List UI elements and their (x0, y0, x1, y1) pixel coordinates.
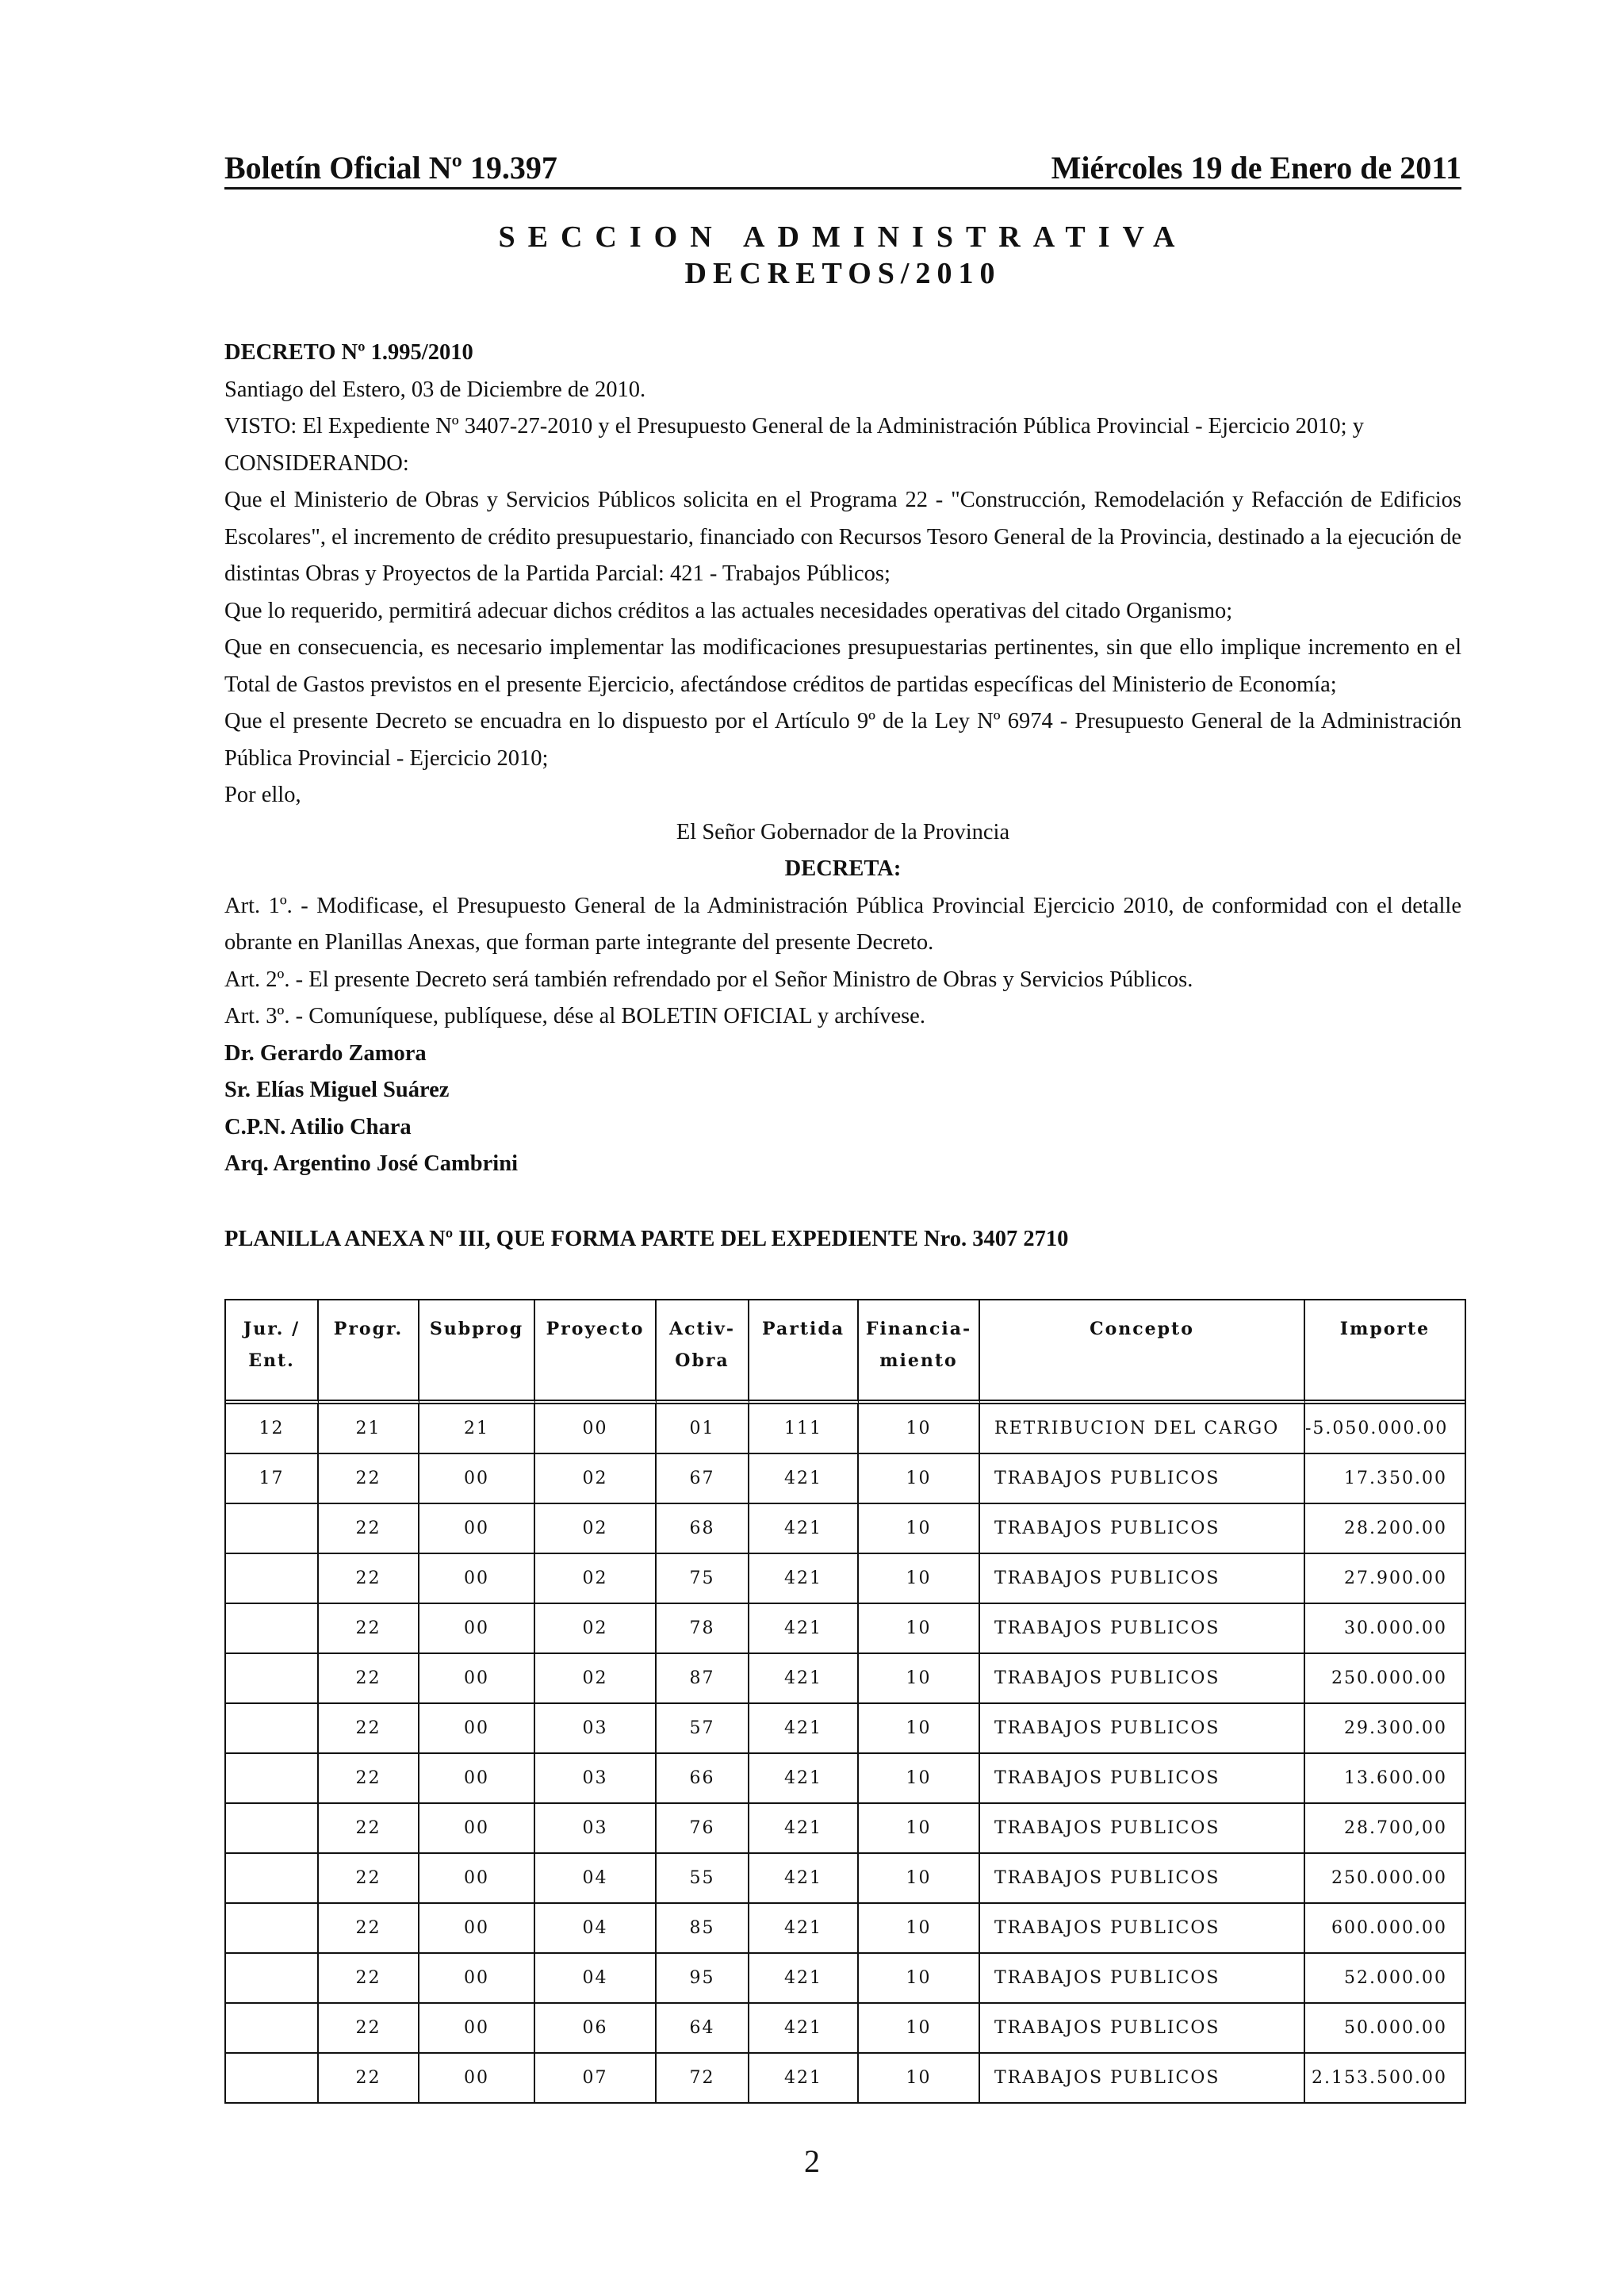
bulletin-date: Miércoles 19 de Enero de 2011 (1051, 150, 1461, 186)
cell-importe: 600.000.00 (1305, 1904, 1465, 1954)
cell-activ-obra: 67 (657, 1454, 749, 1504)
cell-importe: 28.700,00 (1305, 1804, 1465, 1854)
bulletin-header (224, 151, 1461, 190)
cell-progr: 21 (319, 1404, 419, 1454)
annex-table-body (226, 1404, 1465, 2102)
cell-subprog: 00 (419, 1904, 535, 1954)
cell-concepto: TRABAJOS PUBLICOS (980, 1704, 1305, 1754)
cell-partida: 421 (749, 1504, 859, 1554)
cell-partida: 421 (749, 2004, 859, 2054)
col-header-concepto: Concepto (980, 1300, 1305, 1404)
cell-jur (226, 1654, 319, 1704)
col-header-progr: Progr. (319, 1300, 419, 1404)
table-row (226, 1904, 1465, 1954)
cell-progr: 22 (319, 1504, 419, 1554)
cell-jur (226, 1804, 319, 1854)
cell-concepto: TRABAJOS PUBLICOS (980, 2054, 1305, 2102)
cell-progr: 22 (319, 1604, 419, 1654)
planilla-title: PLANILLA ANEXA Nº III, QUE FORMA PARTE DEL EXPEDIENTE Nro. 3407 2710 (224, 1226, 1069, 1251)
cell-progr: 22 (319, 1704, 419, 1754)
cell-concepto: TRABAJOS PUBLICOS (980, 1904, 1305, 1954)
cell-jur (226, 2054, 319, 2102)
cell-financiamiento: 10 (859, 1654, 980, 1704)
col-header-subprog: Subprog (419, 1300, 535, 1404)
cell-financiamiento: 10 (859, 1754, 980, 1804)
cell-subprog: 00 (419, 1504, 535, 1554)
cell-jur (226, 1904, 319, 1954)
cell-importe: 28.200.00 (1305, 1504, 1465, 1554)
cell-concepto: TRABAJOS PUBLICOS (980, 1804, 1305, 1854)
cell-partida: 421 (749, 1754, 859, 1804)
decree-paragraph: Que en consecuencia, es necesario implementar las modificaciones presupuestarias pertinentes, sin que ello implique incremento en el Total de Gastos previstos en el presente Ejercicio, afectándose créditos de partidas específicas del Ministerio de Economía; (224, 635, 1461, 697)
decree-article: Art. 1º. - Modificase, el Presupuesto General de la Administración Pública Provincial Ejercicio 2010, de conformidad con el detalle obrante en Planillas Anexas, que forman parte integrante del presente Decreto. (224, 893, 1461, 956)
cell-importe: 250.000.00 (1305, 1854, 1465, 1904)
cell-jur: 17 (226, 1454, 319, 1504)
cell-proyecto: 02 (535, 1554, 657, 1604)
cell-proyecto: 02 (535, 1504, 657, 1554)
table-row (226, 1404, 1465, 1454)
cell-concepto: TRABAJOS PUBLICOS (980, 1554, 1305, 1604)
cell-importe: 17.350.00 (1305, 1454, 1465, 1504)
cell-proyecto: 02 (535, 1654, 657, 1704)
table-row (226, 1754, 1465, 1804)
cell-activ-obra: 72 (657, 2054, 749, 2102)
cell-progr: 22 (319, 2054, 419, 2102)
cell-subprog: 00 (419, 1754, 535, 1804)
cell-concepto: TRABAJOS PUBLICOS (980, 1654, 1305, 1704)
cell-jur (226, 1554, 319, 1604)
decree-paragraph: Que el presente Decreto se encuadra en lo dispuesto por el Artículo 9º de la Ley Nº 6974 - Presupuesto General de la Administración Pública Provincial - Ejercicio 2010; (224, 709, 1461, 771)
cell-jur (226, 1954, 319, 2004)
cell-subprog: 00 (419, 1604, 535, 1654)
cell-concepto: TRABAJOS PUBLICOS (980, 1604, 1305, 1654)
cell-progr: 22 (319, 1654, 419, 1704)
cell-subprog: 00 (419, 1854, 535, 1904)
cell-progr: 22 (319, 1754, 419, 1804)
cell-partida: 421 (749, 1554, 859, 1604)
cell-importe: 50.000.00 (1305, 2004, 1465, 2054)
cell-subprog: 00 (419, 2054, 535, 2102)
cell-partida: 421 (749, 1904, 859, 1954)
section-subtitle: DECRETOS/2010 (684, 256, 1002, 290)
cell-progr: 22 (319, 1904, 419, 1954)
cell-proyecto: 04 (535, 1904, 657, 1954)
cell-financiamiento: 10 (859, 1554, 980, 1604)
cell-partida: 421 (749, 1704, 859, 1754)
decree-article: Art. 2º. - El presente Decreto será también refrendado por el Señor Ministro de Obras y Servicios Públicos. (224, 967, 1193, 992)
table-row (226, 1554, 1465, 1604)
cell-concepto: TRABAJOS PUBLICOS (980, 1754, 1305, 1804)
decree-governor: El Señor Gobernador de la Provincia (676, 819, 1010, 844)
table-row (226, 1654, 1465, 1704)
bulletin-number: Boletín Oficial Nº 19.397 (224, 150, 557, 186)
cell-activ-obra: 01 (657, 1404, 749, 1454)
cell-importe: 29.300.00 (1305, 1704, 1465, 1754)
cell-activ-obra: 78 (657, 1604, 749, 1654)
cell-partida: 421 (749, 2054, 859, 2102)
cell-activ-obra: 87 (657, 1654, 749, 1704)
cell-subprog: 00 (419, 1704, 535, 1754)
cell-subprog: 00 (419, 1454, 535, 1504)
decree-decreta: DECRETA: (784, 856, 902, 882)
cell-proyecto: 07 (535, 2054, 657, 2102)
cell-activ-obra: 55 (657, 1854, 749, 1904)
cell-financiamiento: 10 (859, 1504, 980, 1554)
cell-financiamiento: 10 (859, 1954, 980, 2004)
cell-partida: 111 (749, 1404, 859, 1454)
cell-activ-obra: 68 (657, 1504, 749, 1554)
cell-partida: 421 (749, 1854, 859, 1904)
section-title: SECCION ADMINISTRATIVA (498, 220, 1188, 254)
cell-proyecto: 03 (535, 1804, 657, 1854)
cell-importe: 13.600.00 (1305, 1754, 1465, 1804)
cell-partida: 421 (749, 1654, 859, 1704)
table-row (226, 2054, 1465, 2102)
cell-subprog: 00 (419, 1954, 535, 2004)
cell-importe: -5.050.000.00 (1305, 1404, 1465, 1454)
cell-progr: 22 (319, 1804, 419, 1854)
cell-subprog: 00 (419, 2004, 535, 2054)
decree-number: DECRETO Nº 1.995/2010 (224, 340, 473, 366)
cell-concepto: TRABAJOS PUBLICOS (980, 2004, 1305, 2054)
cell-financiamiento: 10 (859, 2054, 980, 2102)
signature: Arq. Argentino José Cambrini (224, 1151, 518, 1177)
cell-activ-obra: 76 (657, 1804, 749, 1854)
cell-proyecto: 00 (535, 1404, 657, 1454)
decree-body (224, 335, 1461, 1258)
cell-activ-obra: 95 (657, 1954, 749, 2004)
cell-jur (226, 1704, 319, 1754)
cell-proyecto: 03 (535, 1704, 657, 1754)
decree-por-ello: Por ello, (224, 783, 301, 808)
cell-proyecto: 06 (535, 2004, 657, 2054)
cell-activ-obra: 64 (657, 2004, 749, 2054)
cell-importe: 30.000.00 (1305, 1604, 1465, 1654)
col-header-partida: Partida (749, 1300, 859, 1404)
cell-proyecto: 02 (535, 1604, 657, 1654)
cell-activ-obra: 66 (657, 1754, 749, 1804)
cell-importe: 250.000.00 (1305, 1654, 1465, 1704)
table-row (226, 1804, 1465, 1854)
table-row (226, 2004, 1465, 2054)
decree-article: Art. 3º. - Comuníquese, publíquese, dése al BOLETIN OFICIAL y archívese. (224, 1004, 925, 1029)
cell-financiamiento: 10 (859, 1454, 980, 1504)
cell-jur (226, 2004, 319, 2054)
cell-financiamiento: 10 (859, 2004, 980, 2054)
cell-proyecto: 04 (535, 1854, 657, 1904)
cell-jur (226, 1504, 319, 1554)
page-number: 2 (804, 2143, 820, 2179)
cell-activ-obra: 57 (657, 1704, 749, 1754)
cell-subprog: 00 (419, 1554, 535, 1604)
table-row (226, 1604, 1465, 1654)
cell-concepto: TRABAJOS PUBLICOS (980, 1854, 1305, 1904)
cell-subprog: 21 (419, 1404, 535, 1454)
table-header-row (226, 1300, 1465, 1404)
table-row (226, 1504, 1465, 1554)
signature: C.P.N. Atilio Chara (224, 1114, 412, 1139)
cell-importe: 27.900.00 (1305, 1554, 1465, 1604)
cell-partida: 421 (749, 1804, 859, 1854)
cell-concepto: RETRIBUCION DEL CARGO (980, 1404, 1305, 1454)
cell-subprog: 00 (419, 1804, 535, 1854)
cell-financiamiento: 10 (859, 1604, 980, 1654)
table-row (226, 1454, 1465, 1504)
cell-proyecto: 03 (535, 1754, 657, 1804)
cell-jur (226, 1754, 319, 1804)
cell-partida: 421 (749, 1454, 859, 1504)
table-row (226, 1704, 1465, 1754)
annex-table (224, 1299, 1466, 2104)
cell-concepto: TRABAJOS PUBLICOS (980, 1954, 1305, 2004)
cell-jur (226, 1604, 319, 1654)
decree-place-date: Santiago del Estero, 03 de Diciembre de 2010. (224, 377, 646, 402)
table-row (226, 1854, 1465, 1904)
cell-proyecto: 04 (535, 1954, 657, 2004)
cell-financiamiento: 10 (859, 1854, 980, 1904)
cell-jur (226, 1854, 319, 1904)
cell-progr: 22 (319, 1954, 419, 2004)
cell-progr: 22 (319, 1454, 419, 1504)
cell-progr: 22 (319, 2004, 419, 2054)
signature: Sr. Elías Miguel Suárez (224, 1078, 450, 1103)
col-header-proyecto: Proyecto (535, 1300, 657, 1404)
cell-partida: 421 (749, 1604, 859, 1654)
col-header-activ-obra: Activ- Obra (657, 1300, 749, 1404)
cell-subprog: 00 (419, 1654, 535, 1704)
col-header-financiamiento: Financia- miento (859, 1300, 980, 1404)
document-page (224, 151, 1461, 2104)
signature: Dr. Gerardo Zamora (224, 1040, 427, 1066)
decree-considerando: CONSIDERANDO: (224, 450, 409, 476)
cell-activ-obra: 75 (657, 1554, 749, 1604)
cell-progr: 22 (319, 1854, 419, 1904)
cell-financiamiento: 10 (859, 1404, 980, 1454)
cell-importe: 52.000.00 (1305, 1954, 1465, 2004)
col-header-jur: Jur. / Ent. (226, 1300, 319, 1404)
cell-activ-obra: 85 (657, 1904, 749, 1954)
cell-proyecto: 02 (535, 1454, 657, 1504)
cell-concepto: TRABAJOS PUBLICOS (980, 1454, 1305, 1504)
cell-jur: 12 (226, 1404, 319, 1454)
cell-partida: 421 (749, 1954, 859, 2004)
cell-concepto: TRABAJOS PUBLICOS (980, 1504, 1305, 1554)
decree-visto: VISTO: El Expediente Nº 3407-27-2010 y el Presupuesto General de la Administración Pública Provincial - Ejercicio 2010; y (224, 414, 1364, 439)
decree-paragraph: Que el Ministerio de Obras y Servicios Públicos solicita en el Programa 22 - "Construcción, Remodelación y Refacción de Edificios Escolares", el incremento de crédito presupuestario, financiado con Recursos Tesoro General de la Provincia, destinado a la ejecución de distintas Obras y Proyectos de la Partida Parcial: 421 - Trabajos Públicos; (224, 488, 1461, 587)
cell-progr: 22 (319, 1554, 419, 1604)
cell-financiamiento: 10 (859, 1704, 980, 1754)
cell-financiamiento: 10 (859, 1904, 980, 1954)
cell-importe: 2.153.500.00 (1312, 2068, 1447, 2089)
cell-financiamiento: 10 (859, 1804, 980, 1854)
col-header-importe: Importe (1305, 1300, 1465, 1404)
decree-paragraph: Que lo requerido, permitirá adecuar dichos créditos a las actuales necesidades operativas del citado Organismo; (224, 598, 1233, 623)
table-row (226, 1954, 1465, 2004)
